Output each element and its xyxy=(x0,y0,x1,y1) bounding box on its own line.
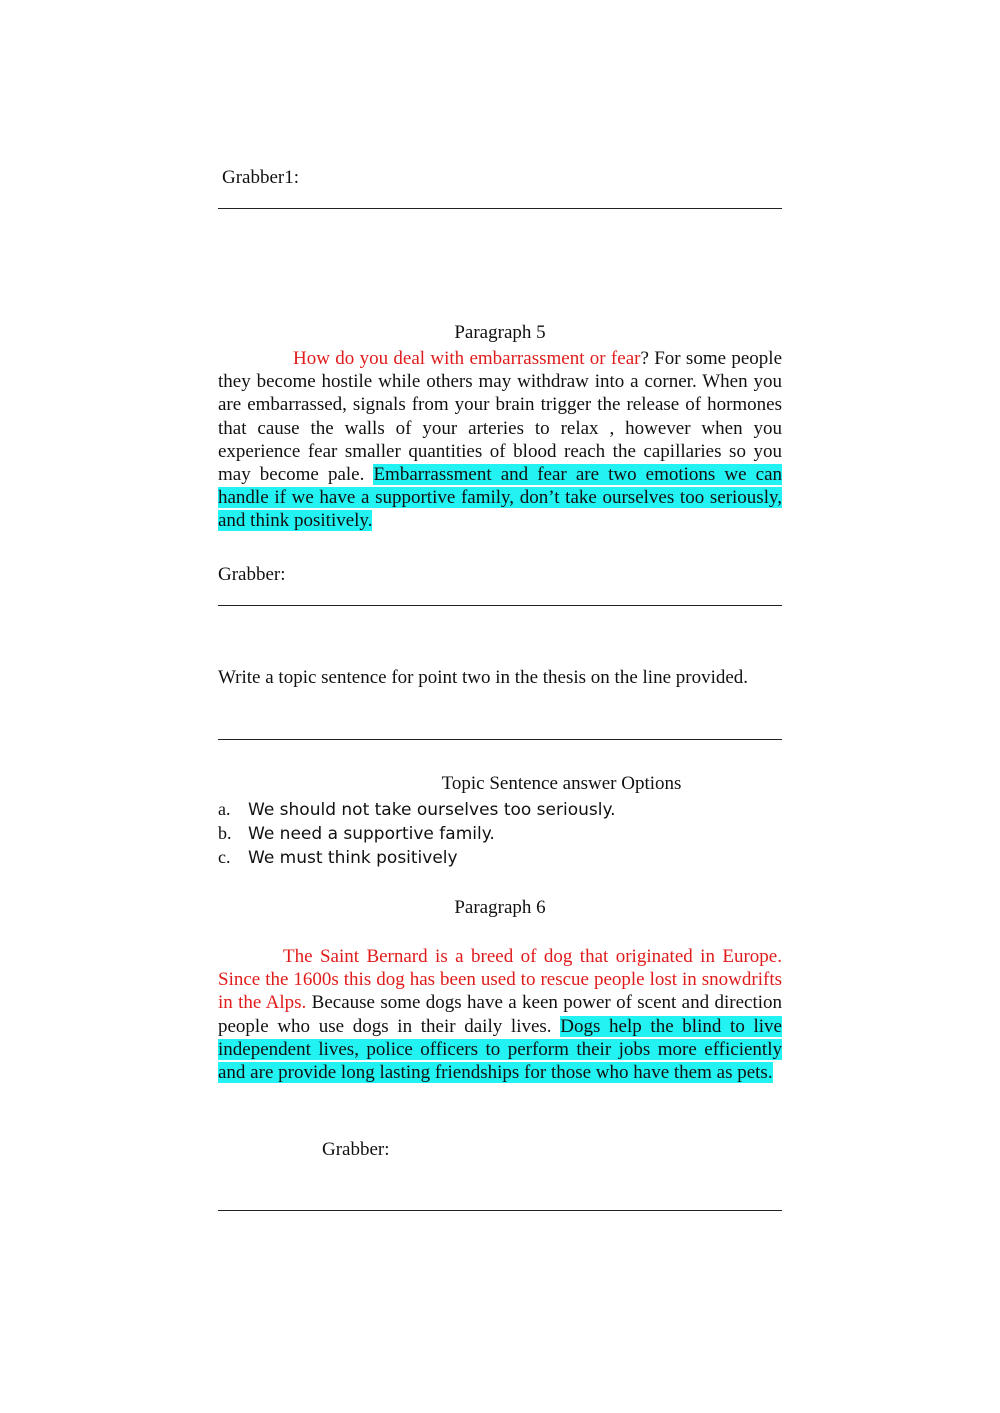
grabber2-label: Grabber: xyxy=(218,564,286,585)
paragraph6-body xyxy=(218,945,782,1084)
paragraph6-support: Because some dogs have a keen power of scent and direction people who use dogs in their daily lives. xyxy=(218,992,783,1037)
paragraph6-thesis: Dogs help the blind to live independent lives, police officers to perform their jobs more efficiently and are provide long lasting friendships for those who have them as pets. xyxy=(218,1015,782,1084)
option-text: We must think positively xyxy=(248,848,458,868)
paragraph5-support: ? For some people they become hostile while others may withdraw into a corner. When you are embarrassed, signals from your brain trigger the release of hormones that cause the walls of your arteries to relax , however when you experience fear smaller quantities of blood reach the capillaries so you may become pale. xyxy=(218,348,783,486)
topic-sentence-answer-line[interactable] xyxy=(218,739,782,740)
paragraph5-heading: Paragraph 5 xyxy=(454,322,546,343)
grabber3-answer-line[interactable] xyxy=(218,1210,782,1211)
instruction-text: Write a topic sentence for point two in the thesis on the line provided. xyxy=(218,667,749,688)
options-heading: Topic Sentence answer Options xyxy=(441,773,682,794)
grabber3-label: Grabber: xyxy=(322,1139,390,1160)
paragraph5-body xyxy=(218,347,782,533)
grabber1-label: Grabber1: xyxy=(222,167,300,188)
option-text: We need a supportive family. xyxy=(248,824,495,844)
paragraph5-question: How do you deal with embarrassment or fear xyxy=(293,348,641,369)
grabber2-answer-line[interactable] xyxy=(218,605,782,606)
option-letter: b. xyxy=(218,823,232,843)
option-b xyxy=(218,821,495,846)
paragraph5-thesis: Embarrassment and fear are two emotions we can handle if we have a supportive family, don’t take ourselves too seriously, and think positively. xyxy=(218,464,783,532)
option-text: We should not take ourselves too seriously. xyxy=(248,800,616,820)
option-a xyxy=(218,797,616,822)
option-letter: a. xyxy=(218,799,231,819)
grabber1-answer-line[interactable] xyxy=(218,208,782,209)
paragraph6-intro: The Saint Bernard is a breed of dog that originated in Europe. Since the 1600s this dog has been used to rescue people lost in snowdrifts in the Alps. xyxy=(218,946,782,1014)
paragraph6-heading: Paragraph 6 xyxy=(454,897,546,918)
option-c xyxy=(218,845,458,870)
option-letter: c. xyxy=(218,847,231,867)
